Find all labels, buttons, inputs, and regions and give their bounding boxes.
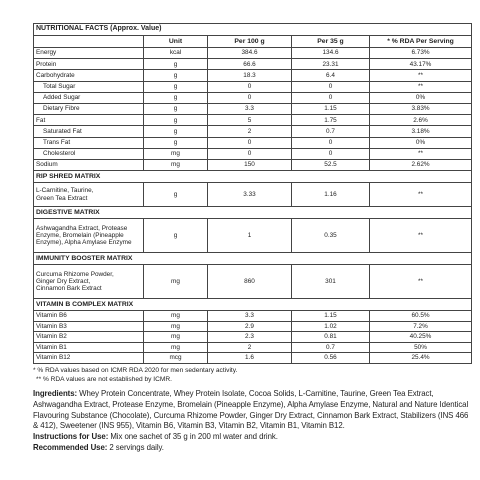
section-title-immunity: IMMUNITY BOOSTER MATRIX bbox=[34, 253, 472, 265]
nutrient-unit: mg bbox=[144, 342, 208, 353]
value-per-100g: 0 bbox=[208, 81, 292, 92]
header-row bbox=[34, 36, 472, 48]
nutrient-name: Fat bbox=[34, 115, 144, 126]
value-rda: 40.25% bbox=[370, 332, 472, 343]
instructions-paragraph bbox=[33, 432, 475, 443]
value-per-35g: 1.75 bbox=[292, 115, 370, 126]
ingredients-paragraph bbox=[33, 389, 475, 432]
value-rda: 60.5% bbox=[370, 311, 472, 322]
value-per-100g: 3.3 bbox=[208, 103, 292, 114]
nutrient-name-line: Enzyme), Alpha Amylase Enzyme bbox=[36, 239, 132, 247]
value-per-35g: 0 bbox=[292, 148, 370, 159]
value-per-100g: 2.3 bbox=[208, 332, 292, 343]
nutrient-name-line: Cinnamon Bark Extract bbox=[36, 285, 102, 293]
value-rda: 7.2% bbox=[370, 321, 472, 332]
nutrient-unit: g bbox=[144, 219, 208, 253]
nutrient-unit: g bbox=[144, 115, 208, 126]
value-per-100g: 0 bbox=[208, 148, 292, 159]
nutrient-name-line: Ginger Dry Extract, bbox=[36, 277, 91, 285]
value-per-100g: 66.6 bbox=[208, 59, 292, 70]
nutrient-unit: g bbox=[144, 183, 208, 207]
nutrient-unit: g bbox=[144, 126, 208, 137]
nutrient-row bbox=[34, 159, 472, 170]
value-per-100g: 2 bbox=[208, 342, 292, 353]
nutrient-name: Vitamin B6 bbox=[34, 311, 144, 322]
value-rda: ** bbox=[370, 148, 472, 159]
value-rda: ** bbox=[370, 81, 472, 92]
nutrient-unit: g bbox=[144, 137, 208, 148]
nutrient-unit: kcal bbox=[144, 48, 208, 59]
value-per-35g: 0.81 bbox=[292, 332, 370, 343]
value-per-35g: 134.6 bbox=[292, 48, 370, 59]
nutrient-unit: g bbox=[144, 81, 208, 92]
nutrient-row bbox=[34, 48, 472, 59]
nutrient-name: Vitamin B3 bbox=[34, 321, 144, 332]
recommended-label: Recommended Use: bbox=[33, 443, 108, 453]
nutrient-name: Energy bbox=[34, 48, 144, 59]
vitamin-row bbox=[34, 321, 472, 332]
header-rda: * % RDA Per Serving bbox=[370, 36, 472, 48]
nutrient-row bbox=[34, 137, 472, 148]
section-header-row bbox=[34, 171, 472, 183]
value-per-35g: 23.31 bbox=[292, 59, 370, 70]
nutrient-unit: mg bbox=[144, 321, 208, 332]
value-rda: 0% bbox=[370, 137, 472, 148]
value-per-100g: 0 bbox=[208, 92, 292, 103]
recommended-text: 2 servings daily. bbox=[109, 443, 164, 453]
value-rda: 3.18% bbox=[370, 126, 472, 137]
value-rda: 50% bbox=[370, 342, 472, 353]
product-info bbox=[33, 389, 475, 454]
nutrient-row bbox=[34, 115, 472, 126]
value-per-35g: 6.4 bbox=[292, 70, 370, 81]
nutrient-unit: mg bbox=[144, 159, 208, 170]
section-header-row bbox=[34, 207, 472, 219]
header-blank bbox=[34, 36, 144, 48]
value-per-35g: 0.7 bbox=[292, 342, 370, 353]
matrix-row bbox=[34, 219, 472, 253]
value-rda: 0% bbox=[370, 92, 472, 103]
nutrient-unit: mcg bbox=[144, 353, 208, 364]
value-per-100g: 2 bbox=[208, 126, 292, 137]
value-rda: 25.4% bbox=[370, 353, 472, 364]
value-per-35g: 0.7 bbox=[292, 126, 370, 137]
recommended-paragraph bbox=[33, 443, 475, 454]
matrix-row bbox=[34, 183, 472, 207]
value-per-35g: 1.02 bbox=[292, 321, 370, 332]
value-per-35g: 0 bbox=[292, 92, 370, 103]
nutrient-row bbox=[34, 59, 472, 70]
header-per-100g: Per 100 g bbox=[208, 36, 292, 48]
nutrient-name bbox=[34, 183, 144, 207]
matrix-row bbox=[34, 265, 472, 299]
vitamin-row bbox=[34, 332, 472, 343]
nutrient-row bbox=[34, 70, 472, 81]
footnotes bbox=[33, 367, 473, 385]
section-header-row bbox=[34, 299, 472, 311]
nutrient-unit: g bbox=[144, 103, 208, 114]
nutrient-name: Total Sugar bbox=[34, 81, 144, 92]
nutrient-row bbox=[34, 126, 472, 137]
nutrient-name bbox=[34, 219, 144, 253]
nutrient-name: Saturated Fat bbox=[34, 126, 144, 137]
value-rda: ** bbox=[370, 183, 472, 207]
vitamin-row bbox=[34, 353, 472, 364]
nutrient-name: Cholesterol bbox=[34, 148, 144, 159]
nutrient-unit: g bbox=[144, 92, 208, 103]
nutrient-row bbox=[34, 148, 472, 159]
nutrient-row bbox=[34, 103, 472, 114]
header-unit: Unit bbox=[144, 36, 208, 48]
ingredients-text: Whey Protein Concentrate, Whey Protein Isolate, Cocoa Solids, L-Carnitine, Taurine, Green Tea Extract, Ashwagandha Extract, Protease Enzyme, Bromelain (Pineapple Enzyme), Alpha Amylase Enzyme, Natural and Nature Identical Flavouring Substance (Chocolate), Curcuma Rhizome Powder, Ginger Dry Extract, Cinnamon Bark Extract, Stabilizers (INS 466 & 412), Sweetener (INS 955), Vitamin B6, Vitamin B3, Vitamin B2, Vitamin B1, Vitamin B12. bbox=[33, 389, 469, 431]
nutrient-name: Carbohydrate bbox=[34, 70, 144, 81]
vitamin-row bbox=[34, 311, 472, 322]
nutrient-name: Added Sugar bbox=[34, 92, 144, 103]
value-per-35g: 301 bbox=[292, 265, 370, 299]
value-per-35g: 0.56 bbox=[292, 353, 370, 364]
table-title-row bbox=[34, 24, 472, 36]
value-rda: ** bbox=[370, 265, 472, 299]
nutrient-name bbox=[34, 265, 144, 299]
value-rda: 2.62% bbox=[370, 159, 472, 170]
nutrient-name-line: Green Tea Extract bbox=[36, 194, 88, 202]
value-per-100g: 3.33 bbox=[208, 183, 292, 207]
value-per-35g: 0.35 bbox=[292, 219, 370, 253]
value-rda: 43.17% bbox=[370, 59, 472, 70]
value-rda: ** bbox=[370, 219, 472, 253]
nutrient-unit: mg bbox=[144, 311, 208, 322]
value-per-100g: 1 bbox=[208, 219, 292, 253]
nutrient-unit: mg bbox=[144, 332, 208, 343]
ingredients-label: Ingredients: bbox=[33, 389, 78, 398]
value-per-100g: 384.6 bbox=[208, 48, 292, 59]
nutrition-facts-table bbox=[33, 23, 472, 364]
nutrient-name: Vitamin B1 bbox=[34, 342, 144, 353]
footnote-rda-not-established: ** % RDA values are not established by ICMR. bbox=[36, 375, 172, 383]
value-per-35g: 0 bbox=[292, 137, 370, 148]
nutrient-name: Sodium bbox=[34, 159, 144, 170]
value-rda: 2.6% bbox=[370, 115, 472, 126]
nutrient-name-line: L-Carnitine, Taurine, bbox=[36, 187, 94, 195]
nutrient-name: Protein bbox=[34, 59, 144, 70]
table-title: NUTRITIONAL FACTS (Approx. Value) bbox=[34, 24, 472, 36]
value-per-100g: 150 bbox=[208, 159, 292, 170]
section-title-digestive: DIGESTIVE MATRIX bbox=[34, 207, 472, 219]
value-per-100g: 1.6 bbox=[208, 353, 292, 364]
nutrient-name: Vitamin B2 bbox=[34, 332, 144, 343]
value-per-35g: 1.15 bbox=[292, 311, 370, 322]
value-per-35g: 1.16 bbox=[292, 183, 370, 207]
vitamin-row bbox=[34, 342, 472, 353]
value-per-100g: 2.9 bbox=[208, 321, 292, 332]
value-rda: 6.73% bbox=[370, 48, 472, 59]
value-rda: ** bbox=[370, 70, 472, 81]
nutrient-name: Dietary Fibre bbox=[34, 103, 144, 114]
section-header-row bbox=[34, 253, 472, 265]
instructions-label: Instructions for Use: bbox=[33, 432, 109, 442]
header-per-35g: Per 35 g bbox=[292, 36, 370, 48]
nutrient-name: Vitamin B12 bbox=[34, 353, 144, 364]
value-per-35g: 52.5 bbox=[292, 159, 370, 170]
footnote-rda-basis: * % RDA values based on ICMR RDA 2020 for men sedentary activity. bbox=[33, 367, 238, 374]
nutrient-name-line: Enzyme, Bromelain (Pineapple bbox=[36, 231, 124, 239]
value-per-100g: 3.3 bbox=[208, 311, 292, 322]
nutrient-unit: g bbox=[144, 59, 208, 70]
instructions-text: Mix one sachet of 35 g in 200 ml water and drink. bbox=[110, 432, 278, 442]
nutrient-unit: mg bbox=[144, 265, 208, 299]
nutrient-name: Trans Fat bbox=[34, 137, 144, 148]
nutrient-unit: mg bbox=[144, 148, 208, 159]
value-per-100g: 18.3 bbox=[208, 70, 292, 81]
nutrient-unit: g bbox=[144, 70, 208, 81]
value-rda: 3.83% bbox=[370, 103, 472, 114]
value-per-35g: 1.15 bbox=[292, 103, 370, 114]
nutrient-name-line: Ashwagandha Extract, Protease bbox=[36, 224, 128, 232]
nutrient-row bbox=[34, 81, 472, 92]
value-per-100g: 0 bbox=[208, 137, 292, 148]
value-per-100g: 5 bbox=[208, 115, 292, 126]
section-title-rip-shred: RIP SHRED MATRIX bbox=[34, 171, 472, 183]
nutrient-row bbox=[34, 92, 472, 103]
nutrient-name-line: Curcuma Rhizome Powder, bbox=[36, 270, 114, 278]
value-per-35g: 0 bbox=[292, 81, 370, 92]
section-title-vitamin-b: VITAMIN B COMPLEX MATRIX bbox=[34, 299, 472, 311]
value-per-100g: 860 bbox=[208, 265, 292, 299]
